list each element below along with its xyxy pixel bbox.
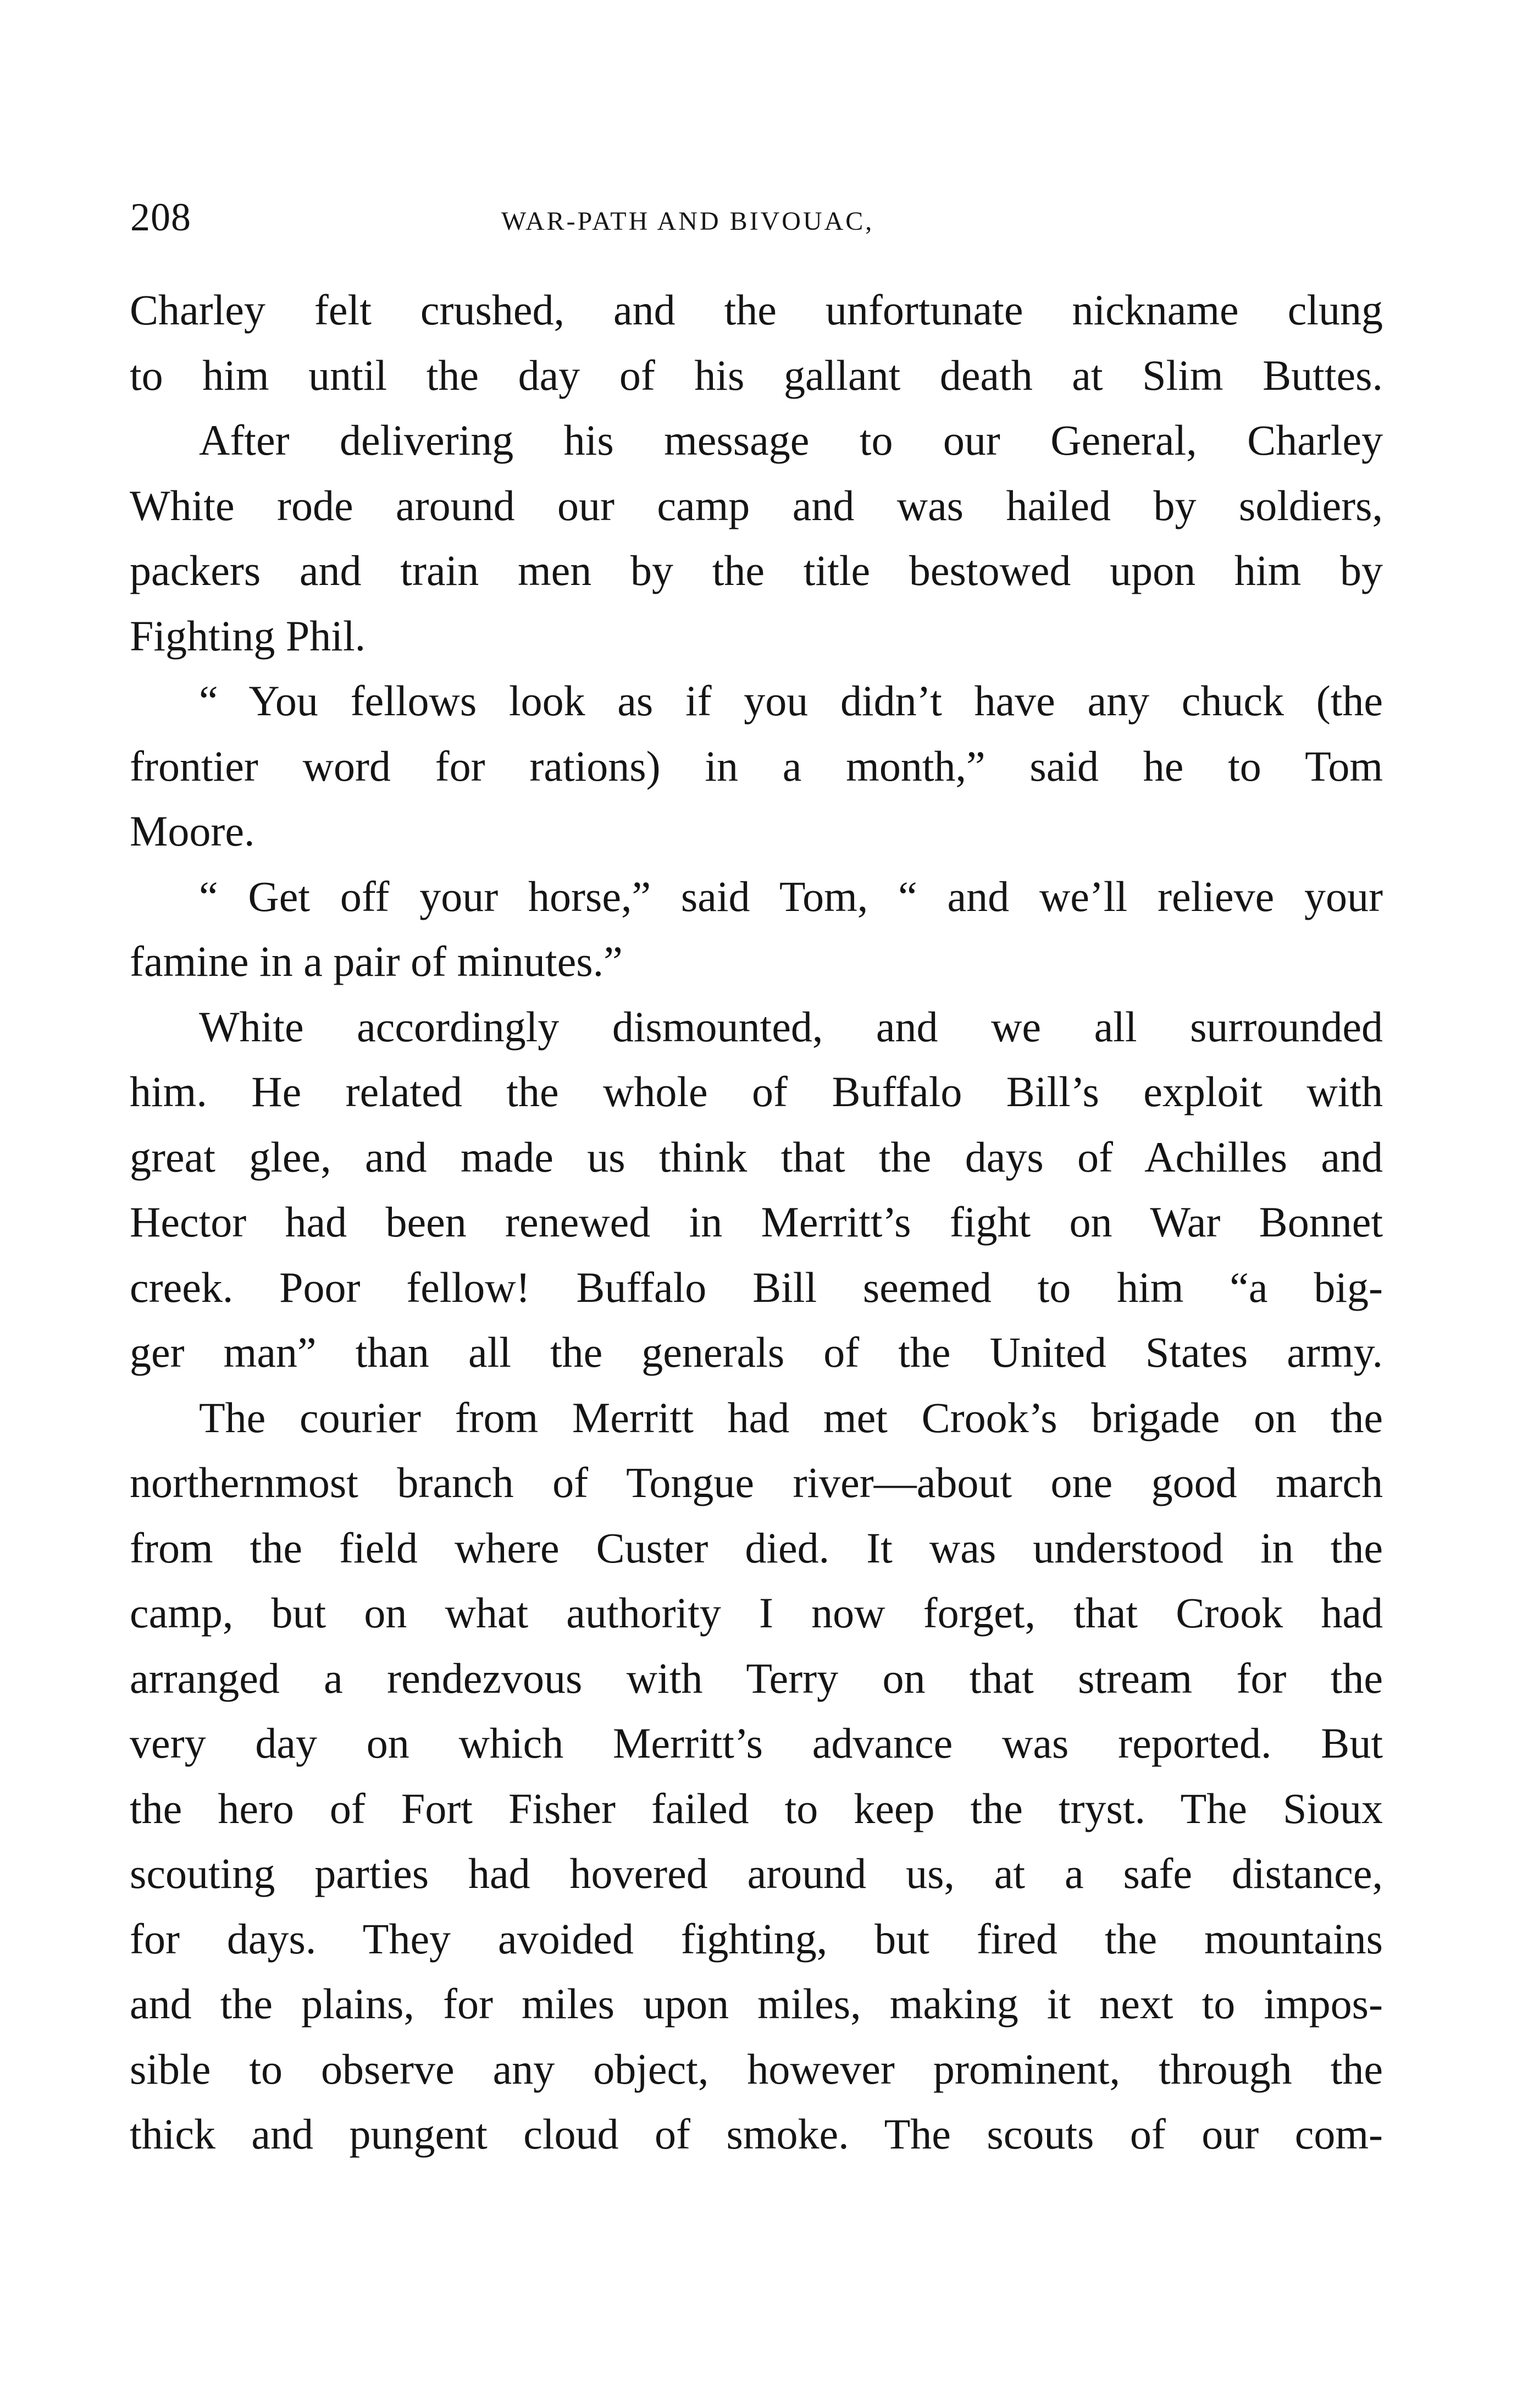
text-line: packers and train men by the title bestowed upon him by [130,546,1383,594]
text-line: him. He related the whole of Buffalo Bill’s exploit with [130,1068,1383,1115]
text-line: Fighting Phil. [130,611,366,660]
text-line: northernmost branch of Tongue river—about one good march [130,1459,1383,1506]
page-number: 208 [130,195,191,239]
text-line: frontier word for rations) in a month,” said he to Tom [130,742,1383,790]
text-line: great glee, and made us think that the days of Achilles and [130,1133,1383,1181]
text-line: Hector had been renewed in Merritt’s fight on War Bonnet [130,1198,1383,1246]
text-line: from the field where Custer died. It was understood in the [130,1523,1383,1572]
text-line: scouting parties had hovered around us, at a safe distance, [130,1849,1383,1897]
text-line: After delivering his message to our General, Charley [199,416,1383,464]
text-line: ger man” than all the generals of the United States army. [130,1328,1383,1376]
text-line: very day on which Merritt’s advance was reported. But [130,1719,1383,1767]
text-line: to him until the day of his gallant death at Slim Buttes. [130,351,1383,399]
text-line: for days. They avoided fighting, but fired the mountains [130,1914,1383,1963]
text-line: The courier from Merritt had met Crook’s brigade on the [199,1393,1383,1442]
text-line: Moore. [130,807,255,855]
text-line: “ Get off your horse,” said Tom, “ and we’ll relieve your [199,872,1383,920]
text-line: thick and pungent cloud of smoke. The scouts of our com- [130,2110,1383,2158]
text-line: arranged a rendezvous with Terry on that stream for the [130,1654,1383,1702]
text-line: creek. Poor fellow! Buffalo Bill seemed to him “a big- [130,1263,1383,1311]
text-line: and the plains, for miles upon miles, making it next to impos- [130,1980,1383,2028]
text-line: White accordingly dismounted, and we all surrounded [199,1002,1383,1051]
body-text [130,278,1383,2167]
text-line: famine in a pair of minutes.” [130,937,623,985]
text-line: Charley felt crushed, and the unfortunate nickname clung [130,286,1383,334]
running-head [130,190,1394,245]
text-line: “ You fellows look as if you didn’t have any chuck (the [199,677,1383,725]
text-line: camp, but on what authority I now forget, that Crook had [130,1589,1383,1637]
text-line: the hero of Fort Fisher failed to keep the tryst. The Sioux [130,1784,1383,1832]
text-line: sible to observe any object, however prominent, through the [130,2045,1383,2093]
running-head-title: WAR-PATH AND BIVOUAC, [501,207,874,236]
text-line: White rode around our camp and was hailed by soldiers, [130,481,1383,529]
